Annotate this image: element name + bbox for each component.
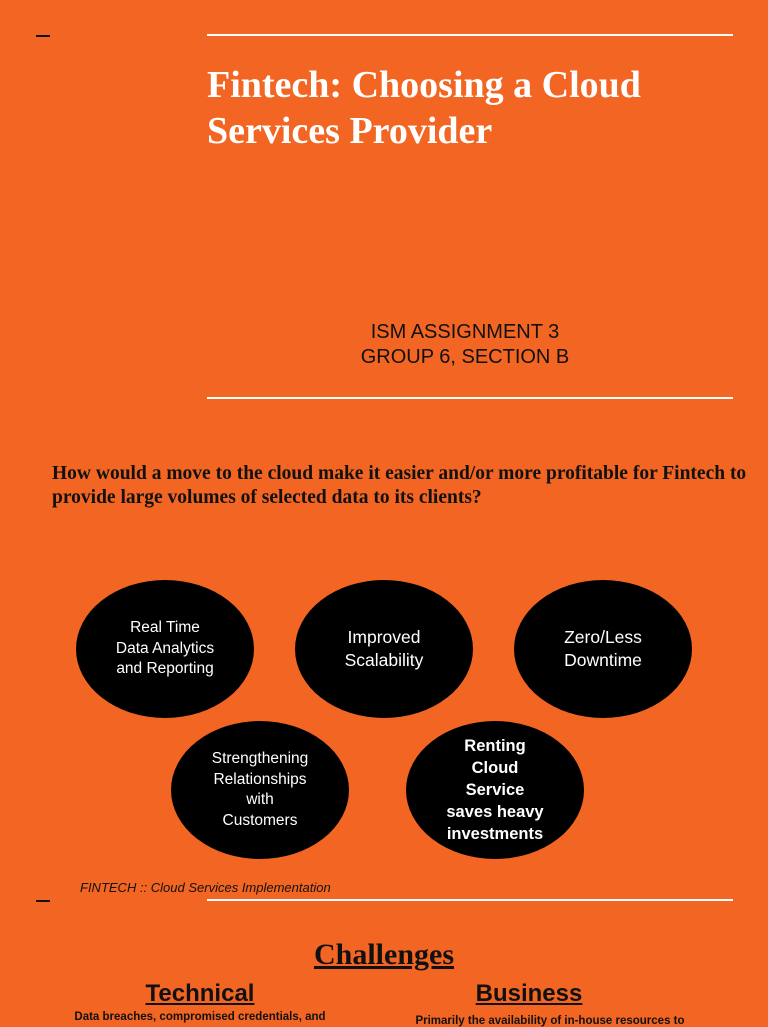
oval-improved-scalability: Improved Scalability <box>295 580 473 718</box>
oval-renting-cloud-service: Renting Cloud Service saves heavy investments <box>406 721 584 859</box>
question-text: How would a move to the cloud make it easier and/or more profitable for Fintech to provide large volumes of selected data to its clients? <box>52 463 747 508</box>
oval-real-time-analytics: Real Time Data Analytics and Reporting <box>76 580 254 718</box>
slide-title: Fintech: Choosing a Cloud Services Provider <box>207 64 641 152</box>
slide-marker <box>36 900 50 902</box>
bottom-divider <box>207 397 733 399</box>
top-divider <box>207 34 733 36</box>
slide-marker <box>36 35 50 37</box>
slide-subtitle: ISM ASSIGNMENT 3 GROUP 6, SECTION B <box>360 321 570 368</box>
top-divider <box>207 899 733 901</box>
technical-heading: Technical <box>145 980 255 1007</box>
oval-strengthening-relationships: Strengthening Relationships with Customers <box>171 721 349 859</box>
business-text: Primarily the availability of in-house resources to <box>415 1015 685 1027</box>
slide-footer: FINTECH :: Cloud Services Implementation <box>80 880 331 895</box>
business-heading: Business <box>475 980 583 1007</box>
oval-zero-downtime: Zero/Less Downtime <box>514 580 692 718</box>
technical-text: Data breaches, compromised credentials, and <box>74 1011 326 1023</box>
challenges-title: Challenges <box>313 938 454 971</box>
